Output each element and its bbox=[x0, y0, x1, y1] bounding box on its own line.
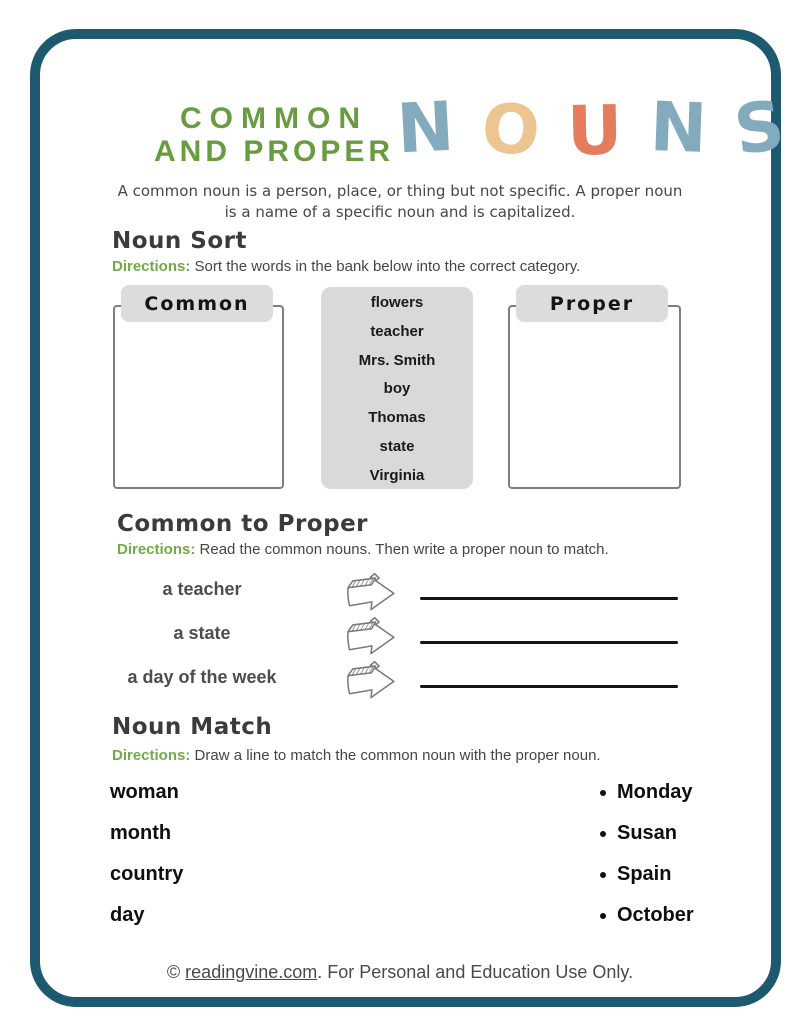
noun-sort-directions bbox=[112, 258, 580, 275]
description-line2: is a name of a specific noun and is capitalized. bbox=[224, 203, 576, 221]
common-noun-item: country bbox=[110, 863, 184, 885]
word-bank-item: flowers bbox=[370, 294, 424, 311]
title-letter: U bbox=[566, 91, 626, 172]
title-common-and-proper bbox=[148, 102, 400, 168]
proper-noun-text: Susan bbox=[617, 822, 678, 844]
title-letter: O bbox=[478, 89, 544, 172]
directions-text: Sort the words in the bank below into the correct category. bbox=[190, 258, 581, 275]
sketch-arrow-icon bbox=[339, 613, 401, 660]
word-bank-item: teacher bbox=[370, 322, 424, 340]
bullet-dot bbox=[600, 913, 606, 919]
bullet-dot bbox=[600, 872, 606, 878]
word-bank bbox=[321, 287, 473, 489]
proper-sort-box bbox=[508, 305, 681, 489]
answer-line bbox=[420, 685, 678, 688]
prompt-label: a teacher bbox=[162, 579, 242, 599]
word-bank-item: Virginia bbox=[369, 466, 425, 484]
common-to-proper-row bbox=[113, 612, 678, 656]
proper-box-label: Proper bbox=[516, 285, 668, 322]
copyright-symbol: © bbox=[166, 962, 186, 982]
proper-noun-item bbox=[600, 862, 694, 887]
prompt-label: a state bbox=[173, 623, 231, 643]
sketch-arrow-icon bbox=[339, 569, 401, 616]
word-bank-item: boy bbox=[383, 380, 411, 398]
common-to-proper-heading: Common to Proper bbox=[117, 511, 369, 537]
common-sort-box bbox=[113, 305, 284, 489]
answer-line bbox=[420, 641, 678, 644]
footer-text: . For Personal and Education Use Only. bbox=[317, 962, 634, 982]
proper-noun-text: Monday bbox=[617, 781, 693, 803]
footer bbox=[0, 962, 800, 983]
bullet-dot bbox=[600, 831, 606, 837]
title-letter: N bbox=[648, 87, 711, 170]
description-line1: A common noun is a person, place, or thing but not specific. A proper noun bbox=[117, 182, 683, 200]
directions-text: Draw a line to match the common noun with the proper noun. bbox=[190, 747, 601, 764]
worksheet-description bbox=[0, 181, 800, 223]
noun-match-heading: Noun Match bbox=[112, 714, 273, 740]
proper-nouns-column bbox=[600, 780, 694, 944]
common-to-proper-row bbox=[113, 568, 678, 612]
title-letter: S bbox=[729, 85, 791, 172]
word-bank-item: state bbox=[379, 438, 415, 456]
prompt-label: a day of the week bbox=[127, 667, 277, 687]
proper-noun-text: Spain bbox=[617, 863, 672, 885]
proper-noun-item bbox=[600, 821, 694, 846]
directions-text: Read the common nouns. Then write a proper noun to match. bbox=[195, 541, 609, 558]
title-nouns-word bbox=[394, 84, 791, 174]
directions-label: Directions: bbox=[112, 747, 191, 764]
common-noun-item: day bbox=[110, 904, 145, 926]
noun-match-directions bbox=[112, 747, 601, 764]
title-line-common: COMMON bbox=[180, 102, 368, 135]
common-nouns-column bbox=[110, 780, 183, 944]
proper-noun-item bbox=[600, 903, 694, 928]
common-noun-item: woman bbox=[110, 781, 179, 803]
common-noun-item: month bbox=[110, 822, 172, 844]
title-line-and-proper: AND PROPER bbox=[153, 135, 395, 168]
proper-noun-item bbox=[600, 780, 694, 805]
directions-label: Directions: bbox=[117, 541, 196, 558]
bullet-dot bbox=[600, 790, 606, 796]
proper-noun-text: October bbox=[617, 904, 694, 926]
directions-label: Directions: bbox=[112, 258, 191, 275]
word-bank-item: Thomas bbox=[368, 409, 426, 427]
noun-sort-heading: Noun Sort bbox=[112, 228, 248, 254]
common-box-label: Common bbox=[121, 285, 273, 322]
answer-line bbox=[420, 597, 678, 600]
common-to-proper-directions bbox=[117, 541, 609, 558]
title-letter: N bbox=[394, 87, 458, 170]
common-to-proper-row bbox=[113, 656, 678, 700]
readingvine-link[interactable]: readingvine.com bbox=[185, 962, 318, 982]
word-bank-item: Mrs. Smith bbox=[358, 351, 436, 369]
sketch-arrow-icon bbox=[339, 657, 401, 704]
